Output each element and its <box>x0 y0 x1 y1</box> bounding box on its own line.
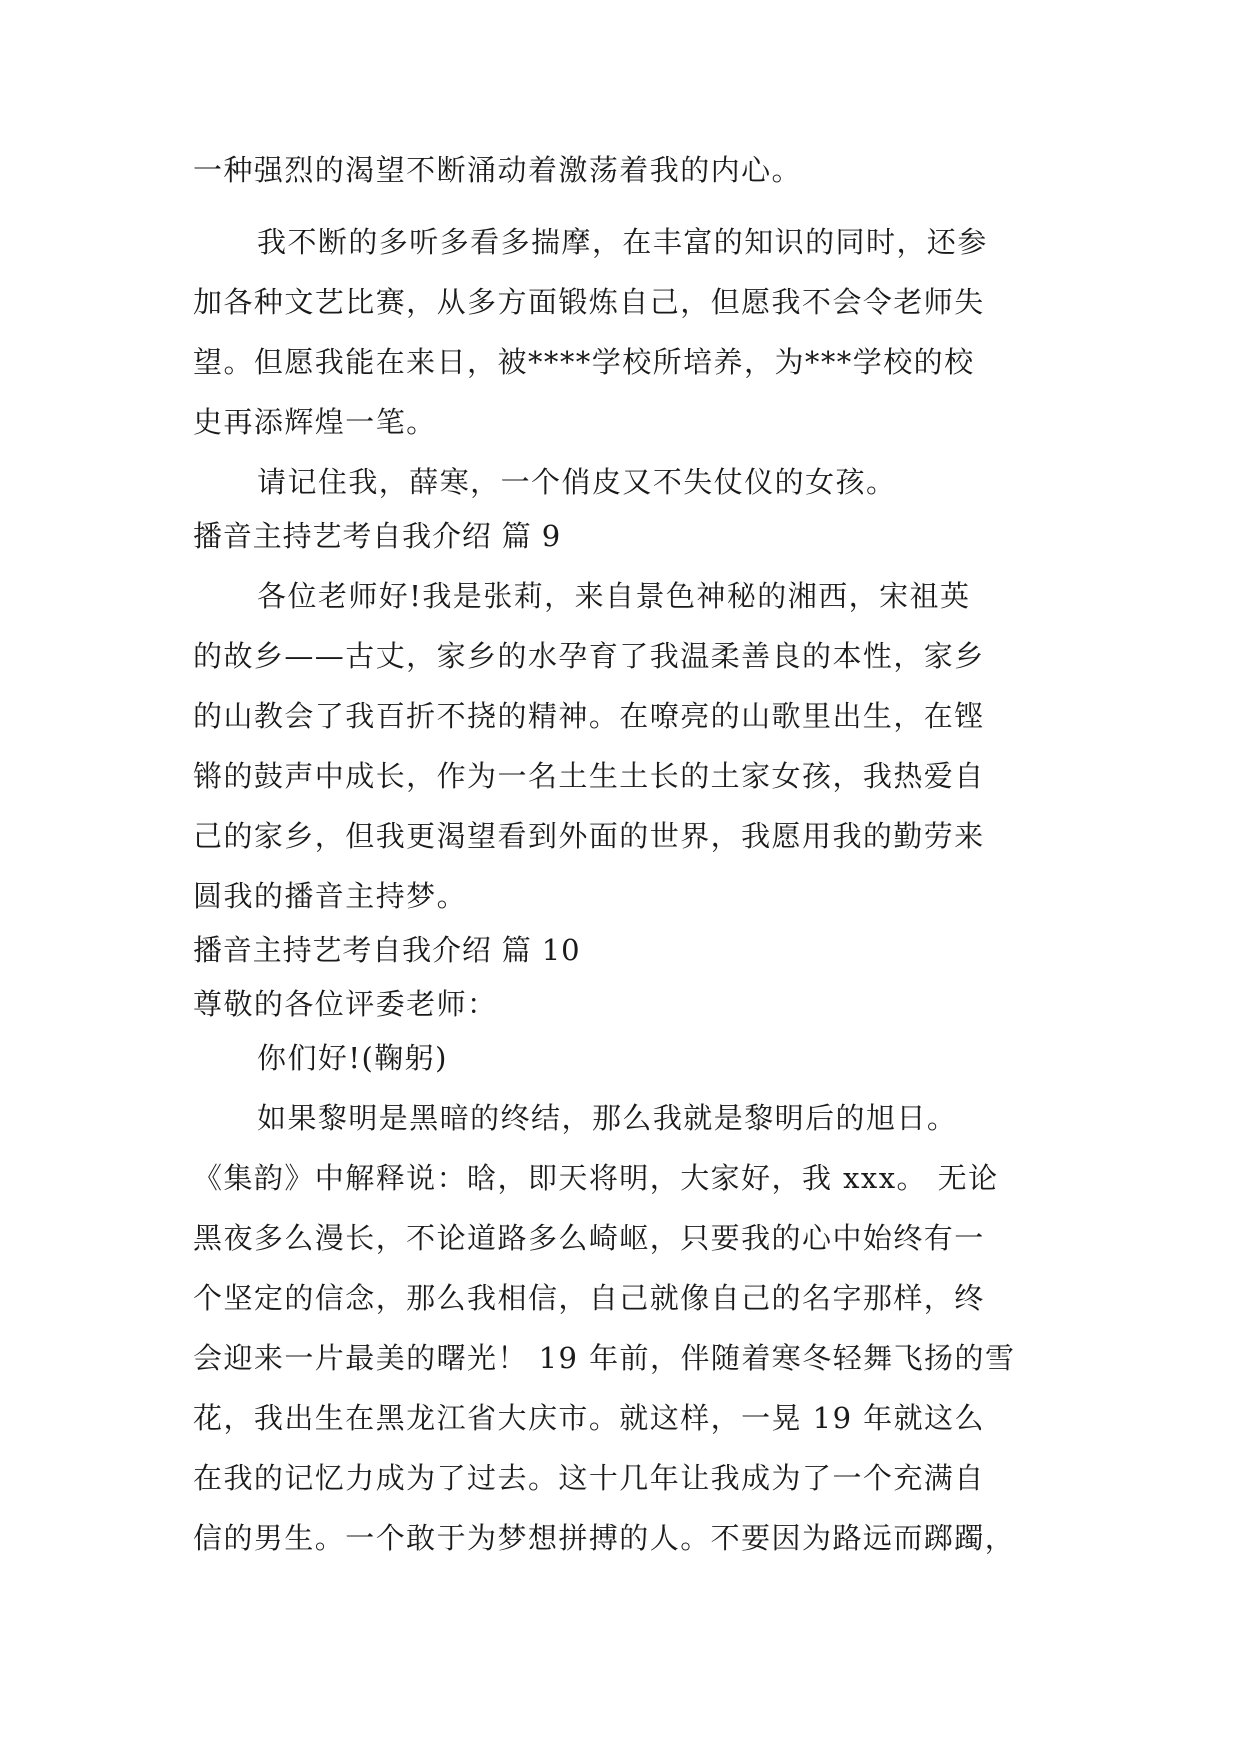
paragraph-line: 加各种文艺比赛，从多方面锻炼自己，但愿我不会令老师失 <box>193 285 985 319</box>
section-heading: 播音主持艺考自我介绍 篇 9 <box>193 519 562 553</box>
paragraph-line: 锵的鼓声中成长，作为一名土生土长的土家女孩，我热爱自 <box>193 759 985 793</box>
paragraph-line: 望。但愿我能在来日，被****学校所培养，为***学校的校 <box>193 345 975 379</box>
paragraph-line: 花，我出生在黑龙江省大庆市。就这样，一晃 19 年就这么 <box>193 1401 985 1435</box>
paragraph-line: 我不断的多听多看多揣摩，在丰富的知识的同时，还参 <box>257 225 988 259</box>
paragraph-line: 史再添辉煌一笔。 <box>193 405 437 439</box>
paragraph-line: 己的家乡，但我更渴望看到外面的世界，我愿用我的勤劳来 <box>193 819 985 853</box>
paragraph-line: 《集韵》中解释说：晗，即天将明，大家好，我 xxx。 无论 <box>193 1161 999 1195</box>
paragraph-line: 各位老师好!我是张莉，来自景色神秘的湘西，宋祖英 <box>257 579 971 613</box>
paragraph-line: 请记住我，薛寒，一个俏皮又不失仗仪的女孩。 <box>257 465 897 499</box>
paragraph-line: 个坚定的信念，那么我相信，自己就像自己的名字那样，终 <box>193 1281 985 1315</box>
salutation-line: 尊敬的各位评委老师： <box>193 987 498 1021</box>
paragraph-line: 会迎来一片最美的曙光！ 19 年前，伴随着寒冬轻舞飞扬的雪 <box>193 1341 1016 1375</box>
paragraph-line: 的故乡——古丈，家乡的水孕育了我温柔善良的本性，家乡 <box>193 639 985 673</box>
paragraph-line: 圆我的播音主持梦。 <box>193 879 468 913</box>
section-heading: 播音主持艺考自我介绍 篇 10 <box>193 933 581 967</box>
paragraph-line: 你们好!(鞠躬) <box>257 1041 448 1075</box>
paragraph-line: 如果黎明是黑暗的终结，那么我就是黎明后的旭日。 <box>257 1101 958 1135</box>
paragraph-line: 在我的记忆力成为了过去。这十几年让我成为了一个充满自 <box>193 1461 985 1495</box>
paragraph-line: 黑夜多么漫长，不论道路多么崎岖，只要我的心中始终有一 <box>193 1221 985 1255</box>
paragraph-line: 的山教会了我百折不挠的精神。在嘹亮的山歌里出生，在铿 <box>193 699 985 733</box>
paragraph-line: 一种强烈的渴望不断涌动着激荡着我的内心。 <box>193 153 803 187</box>
paragraph-line: 信的男生。一个敢于为梦想拼搏的人。不要因为路远而踯躅， <box>193 1521 1016 1555</box>
